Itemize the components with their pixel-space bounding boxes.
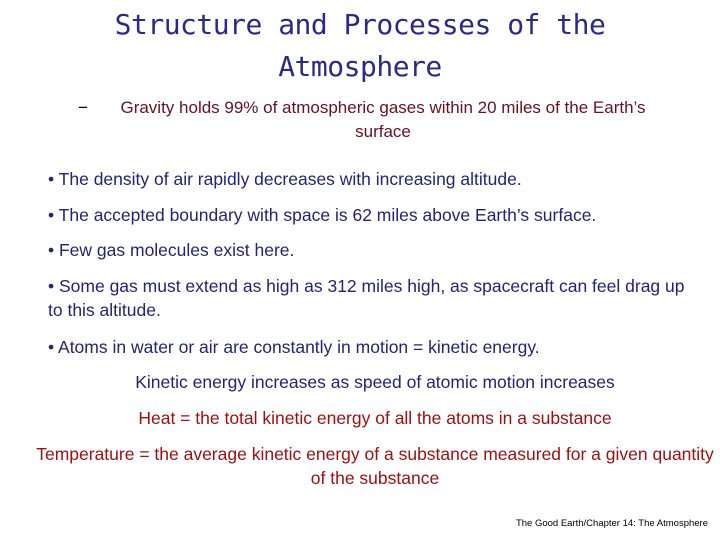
slide-title-line-1: Structure and Processes of the — [114, 8, 606, 41]
slide-title — [100, 4, 620, 88]
bullet-few-molecules: • Few gas molecules exist here. — [48, 240, 295, 260]
dash-marker: − — [78, 98, 88, 117]
heat-definition: Heat = the total kinetic energy of all the atoms in a substance — [138, 408, 612, 428]
bullet-boundary: • The accepted boundary with space is 62 miles above Earth’s surface. — [48, 205, 597, 225]
slide-title-line-2: Atmosphere — [278, 50, 442, 83]
bullet-density: • The density of air rapidly decreases with increasing altitude. — [48, 169, 522, 189]
gravity-subpoint — [78, 96, 668, 144]
footer-source: The Good Earth/Chapter 14: The Atmosphere — [515, 518, 708, 529]
temperature-definition: Temperature = the average kinetic energy of a substance measured for a given quantity of the substance — [36, 444, 714, 488]
gravity-subpoint-text: Gravity holds 99% of atmospheric gases within 20 miles of the Earth’s surface — [120, 98, 646, 141]
bullet-spacecraft-drag: • Some gas must extend as high as 312 miles high, as spacecraft can feel drag up to this altitude. — [48, 276, 685, 320]
bullet-kinetic-energy: • Atoms in water or air are constantly in motion = kinetic energy. — [48, 337, 540, 357]
kinetic-energy-statement: Kinetic energy increases as speed of atomic motion increases — [135, 372, 615, 392]
